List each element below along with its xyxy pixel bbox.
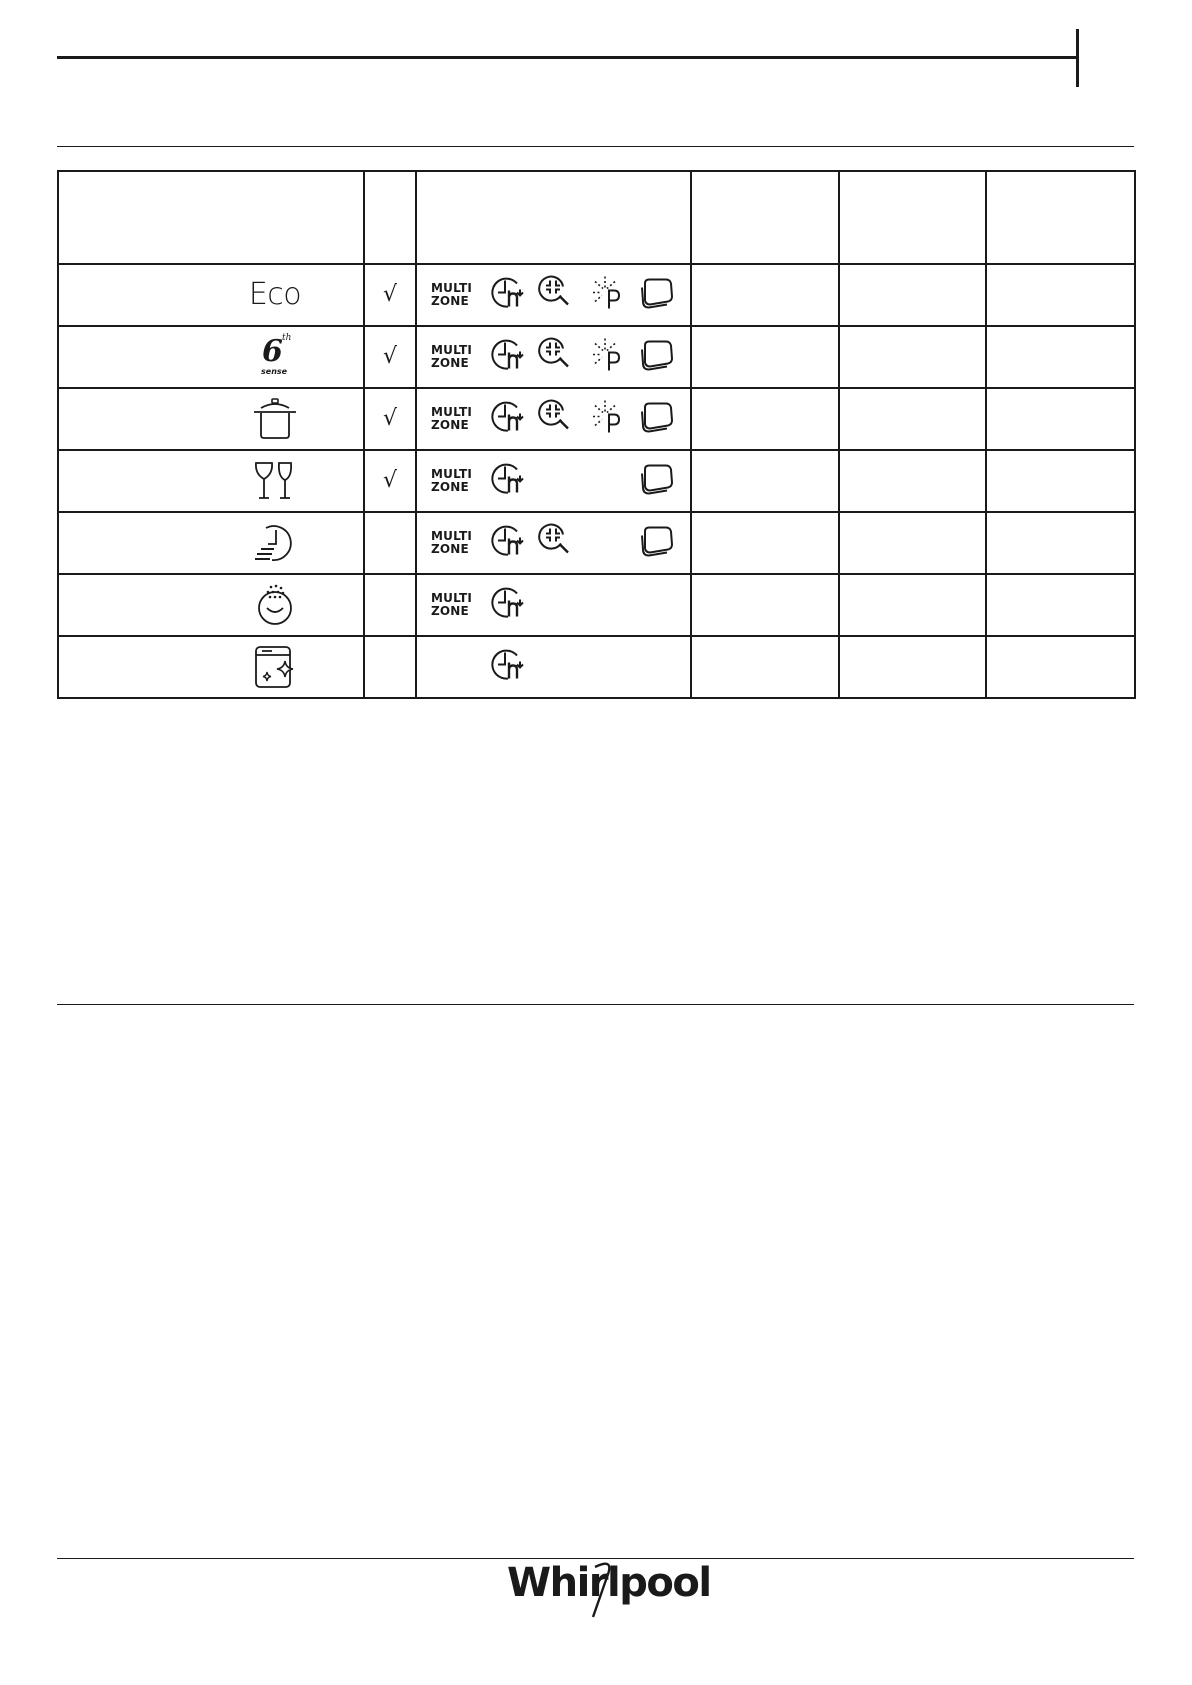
- multizone-icon: [431, 468, 473, 494]
- table-row: [58, 574, 1135, 636]
- multizone-icon: [431, 592, 473, 618]
- options-cell: [416, 326, 691, 388]
- brand-wordmark: Whirlpool: [507, 1560, 711, 1606]
- table-row: [58, 264, 1135, 326]
- tablet-icon: [637, 397, 677, 442]
- table-row: [58, 388, 1135, 450]
- wine-glasses-icon: [251, 459, 299, 503]
- brand-logo: [497, 1555, 711, 1625]
- header-check: [364, 171, 416, 264]
- quick-wash-icon: [251, 521, 299, 565]
- value-cell: [839, 636, 986, 698]
- smart-scan-icon: [537, 335, 577, 380]
- header-value-1: [691, 171, 839, 264]
- value-cell: [839, 388, 986, 450]
- multizone-icon: [431, 344, 473, 370]
- check-cell: [364, 264, 416, 326]
- eco-label: Eco: [248, 277, 302, 312]
- brand-swoosh: [497, 1555, 697, 1625]
- options-cell: [416, 574, 691, 636]
- delay-start-icon: [487, 397, 527, 442]
- multizone-line1: MULTI: [431, 467, 472, 481]
- options-cell: [416, 450, 691, 512]
- table-header-row: [58, 171, 1135, 264]
- multizone-line1: MULTI: [431, 591, 472, 605]
- program-cell: [58, 450, 364, 512]
- check-cell: [364, 450, 416, 512]
- multizone-line2: ZONE: [431, 480, 469, 494]
- header-rule: [57, 56, 1077, 59]
- header-value-3: [986, 171, 1135, 264]
- multizone-icon: [431, 282, 473, 308]
- header-value-2: [839, 171, 986, 264]
- program-cell: [58, 264, 364, 326]
- options-cell: [416, 512, 691, 574]
- power-clean-icon: [587, 335, 627, 380]
- value-cell: [691, 264, 839, 326]
- multizone-line2: ZONE: [431, 418, 469, 432]
- checkmark: √: [382, 468, 398, 493]
- header-page-marker: [1076, 29, 1079, 87]
- table-row: [58, 636, 1135, 698]
- rinse-icon: [251, 583, 299, 627]
- multizone-line1: MULTI: [431, 281, 472, 295]
- multizone-line2: ZONE: [431, 542, 469, 556]
- self-clean-icon: [251, 645, 299, 689]
- value-cell: [839, 450, 986, 512]
- multizone-line1: MULTI: [431, 343, 472, 357]
- delay-start-icon: [487, 521, 527, 566]
- eco-icon: [248, 273, 302, 317]
- multizone-line2: ZONE: [431, 294, 469, 308]
- program-cell: [58, 636, 364, 698]
- table-row: [58, 450, 1135, 512]
- check-cell: [364, 388, 416, 450]
- programs-table: [57, 170, 1136, 699]
- multizone-icon: [431, 406, 473, 432]
- smart-scan-icon: [537, 273, 577, 318]
- checkmark: √: [382, 344, 398, 369]
- check-cell: [364, 636, 416, 698]
- value-cell: [691, 636, 839, 698]
- value-cell: [839, 512, 986, 574]
- section-rule-middle: [57, 1004, 1134, 1005]
- delay-start-icon: [487, 459, 527, 504]
- value-cell: [691, 574, 839, 636]
- check-cell: [364, 326, 416, 388]
- table-row: [58, 326, 1135, 388]
- smart-scan-icon: [537, 521, 577, 566]
- options-cell: [416, 388, 691, 450]
- value-cell: [986, 326, 1135, 388]
- header-program: [58, 171, 364, 264]
- tablet-icon: [637, 459, 677, 504]
- value-cell: [986, 264, 1135, 326]
- section-rule-top: [57, 146, 1134, 147]
- multizone-line2: ZONE: [431, 356, 469, 370]
- program-cell: [58, 512, 364, 574]
- value-cell: [839, 574, 986, 636]
- table-row: [58, 512, 1135, 574]
- tablet-icon: [637, 521, 677, 566]
- power-clean-icon: [587, 397, 627, 442]
- check-cell: [364, 512, 416, 574]
- multizone-icon: [431, 530, 473, 556]
- options-cell: [416, 264, 691, 326]
- value-cell: [839, 326, 986, 388]
- check-cell: [364, 574, 416, 636]
- delay-start-icon: [487, 645, 527, 690]
- delay-start-icon: [487, 335, 527, 380]
- multizone-line1: MULTI: [431, 529, 472, 543]
- smart-scan-icon: [537, 397, 577, 442]
- value-cell: [986, 512, 1135, 574]
- checkmark: √: [382, 282, 398, 307]
- tablet-icon: [637, 273, 677, 318]
- tablet-icon: [637, 335, 677, 380]
- program-cell: [58, 388, 364, 450]
- value-cell: [691, 388, 839, 450]
- sixth-sense-word: sense: [261, 367, 288, 376]
- value-cell: [986, 636, 1135, 698]
- sixth-sense-number: 6: [262, 334, 283, 369]
- delay-start-icon: [487, 273, 527, 318]
- delay-start-icon: [487, 583, 527, 628]
- multizone-line2: ZONE: [431, 604, 469, 618]
- sixth-sense-suffix: th: [282, 333, 292, 343]
- value-cell: [691, 326, 839, 388]
- pot-icon: [251, 397, 299, 441]
- program-cell: [58, 326, 364, 388]
- value-cell: [986, 388, 1135, 450]
- power-clean-icon: [587, 273, 627, 318]
- sixth-sense-icon: [251, 335, 299, 379]
- value-cell: [986, 574, 1135, 636]
- header-options: [416, 171, 691, 264]
- program-cell: [58, 574, 364, 636]
- value-cell: [691, 450, 839, 512]
- value-cell: [839, 264, 986, 326]
- multizone-line1: MULTI: [431, 405, 472, 419]
- value-cell: [691, 512, 839, 574]
- value-cell: [986, 450, 1135, 512]
- options-cell: [416, 636, 691, 698]
- checkmark: √: [382, 406, 398, 431]
